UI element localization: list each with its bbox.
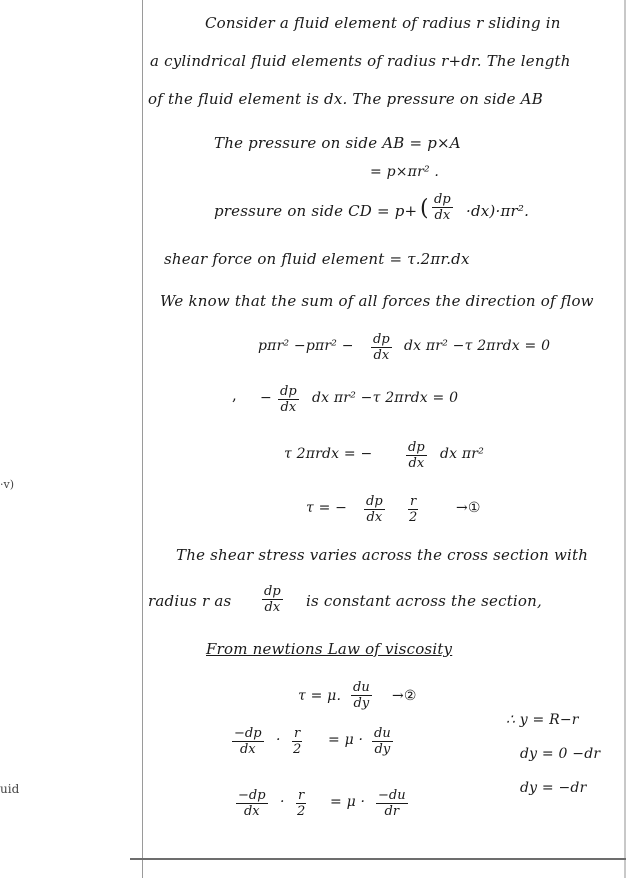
fraction-denominator: 2 bbox=[408, 510, 418, 525]
fraction-numerator: dp bbox=[408, 440, 425, 455]
fraction-dp-dx-6 bbox=[262, 584, 283, 615]
text-line-1: Consider a fluid element of radius r sliding in bbox=[205, 14, 561, 32]
fraction-numerator: r bbox=[298, 788, 305, 803]
fraction-denominator: dx bbox=[366, 510, 383, 525]
fraction-denominator: dr bbox=[384, 804, 400, 819]
equation-2-sign: − bbox=[260, 390, 272, 406]
margin-fragment-2: uid bbox=[0, 782, 20, 796]
sum-of-forces-line: We know that the sum of all forces the direction of flow bbox=[160, 292, 594, 310]
fraction-numerator: dp bbox=[366, 494, 383, 509]
pressure-cd-line: pressure on side CD = p+ bbox=[214, 202, 418, 220]
fraction-dp-dx-2 bbox=[371, 332, 392, 363]
section-heading: From newtions Law of viscosity bbox=[206, 640, 453, 658]
equation-3-left: τ 2πrdx = − bbox=[284, 446, 373, 462]
equation-1-right: dx πr² −τ 2πrdx = 0 bbox=[404, 338, 551, 354]
fraction-numerator: dp bbox=[373, 332, 390, 347]
newton-law-left: τ = μ. bbox=[298, 688, 342, 704]
fraction-numerator: dp bbox=[434, 192, 451, 207]
fraction-denominator: 2 bbox=[292, 742, 302, 757]
fraction-denominator: dx bbox=[408, 456, 425, 471]
fraction-r-2-3 bbox=[296, 788, 306, 819]
fraction-dp-dx-5 bbox=[364, 494, 385, 525]
fraction-denominator: dx bbox=[243, 804, 260, 819]
fraction-dp-dx-1 bbox=[432, 192, 453, 223]
fraction-r-2-2 bbox=[292, 726, 302, 757]
text-line-3: of the fluid element is dx. The pressure on side AB bbox=[148, 90, 543, 108]
page-edge bbox=[624, 0, 626, 878]
fraction-denominator: dx bbox=[239, 742, 256, 757]
fraction-denominator: dx bbox=[264, 600, 281, 615]
equation-5-dot: · bbox=[276, 732, 281, 748]
equation-5-mid: = μ · bbox=[328, 732, 364, 748]
fraction-numerator: du bbox=[374, 726, 391, 741]
pressure-ab-result: = p×πr² . bbox=[370, 164, 440, 180]
equation-3-right: dx πr² bbox=[440, 446, 485, 462]
fraction-denominator: 2 bbox=[296, 804, 306, 819]
fraction-r-2-1 bbox=[408, 494, 418, 525]
margin-fragment-1: ·v) bbox=[0, 478, 15, 491]
margin-line bbox=[142, 0, 143, 878]
fraction-numerator: r bbox=[410, 494, 417, 509]
fraction-numerator: r bbox=[294, 726, 301, 741]
text-line-2: a cylindrical fluid elements of radius r+dr. The length bbox=[150, 52, 571, 70]
open-paren: ( bbox=[420, 196, 429, 221]
fraction-minus-du-dr bbox=[376, 788, 408, 819]
equation-1-left: pπr² −pπr² − bbox=[258, 338, 354, 354]
equation-4-label: →① bbox=[456, 500, 481, 516]
side-note-3: dy = −dr bbox=[520, 780, 587, 796]
fraction-numerator: −dp bbox=[234, 726, 262, 741]
equation-2-rest: dx πr² −τ 2πrdx = 0 bbox=[312, 390, 459, 406]
fraction-numerator: −du bbox=[378, 788, 406, 803]
equation-4-left: τ = − bbox=[306, 500, 348, 516]
fraction-minus-dp-dx-2 bbox=[236, 788, 268, 819]
stray-mark: , bbox=[232, 386, 237, 404]
newton-law-label: →② bbox=[392, 688, 417, 704]
text-line-14-start: radius r as bbox=[148, 592, 232, 610]
pressure-ab-line: The pressure on side AB = p×A bbox=[214, 134, 461, 152]
fraction-denominator: dx bbox=[434, 208, 451, 223]
side-note-2: dy = 0 −dr bbox=[520, 746, 601, 762]
fraction-denominator: dy bbox=[353, 696, 370, 711]
side-note-1: ∴ y = R−r bbox=[506, 712, 579, 728]
fraction-denominator: dy bbox=[374, 742, 391, 757]
fraction-numerator: dp bbox=[280, 384, 297, 399]
fraction-dp-dx-4 bbox=[406, 440, 427, 471]
fraction-du-dy-2 bbox=[372, 726, 393, 757]
pressure-cd-tail: ·dx)·πr². bbox=[466, 202, 530, 220]
bottom-rule bbox=[130, 858, 626, 860]
equation-6-dot: · bbox=[280, 794, 285, 810]
fraction-du-dy-1 bbox=[351, 680, 372, 711]
fraction-denominator: dx bbox=[280, 400, 297, 415]
shear-force-line: shear force on fluid element = τ.2πr.dx bbox=[164, 250, 470, 268]
fraction-minus-dp-dx-1 bbox=[232, 726, 264, 757]
fraction-numerator: dp bbox=[264, 584, 281, 599]
text-line-13: The shear stress varies across the cross section with bbox=[176, 546, 589, 564]
fraction-numerator: du bbox=[353, 680, 370, 695]
text-line-14-end: is constant across the section, bbox=[306, 592, 542, 610]
fraction-denominator: dx bbox=[373, 348, 390, 363]
equation-6-mid: = μ · bbox=[330, 794, 366, 810]
fraction-numerator: −dp bbox=[238, 788, 266, 803]
fraction-dp-dx-3 bbox=[278, 384, 299, 415]
